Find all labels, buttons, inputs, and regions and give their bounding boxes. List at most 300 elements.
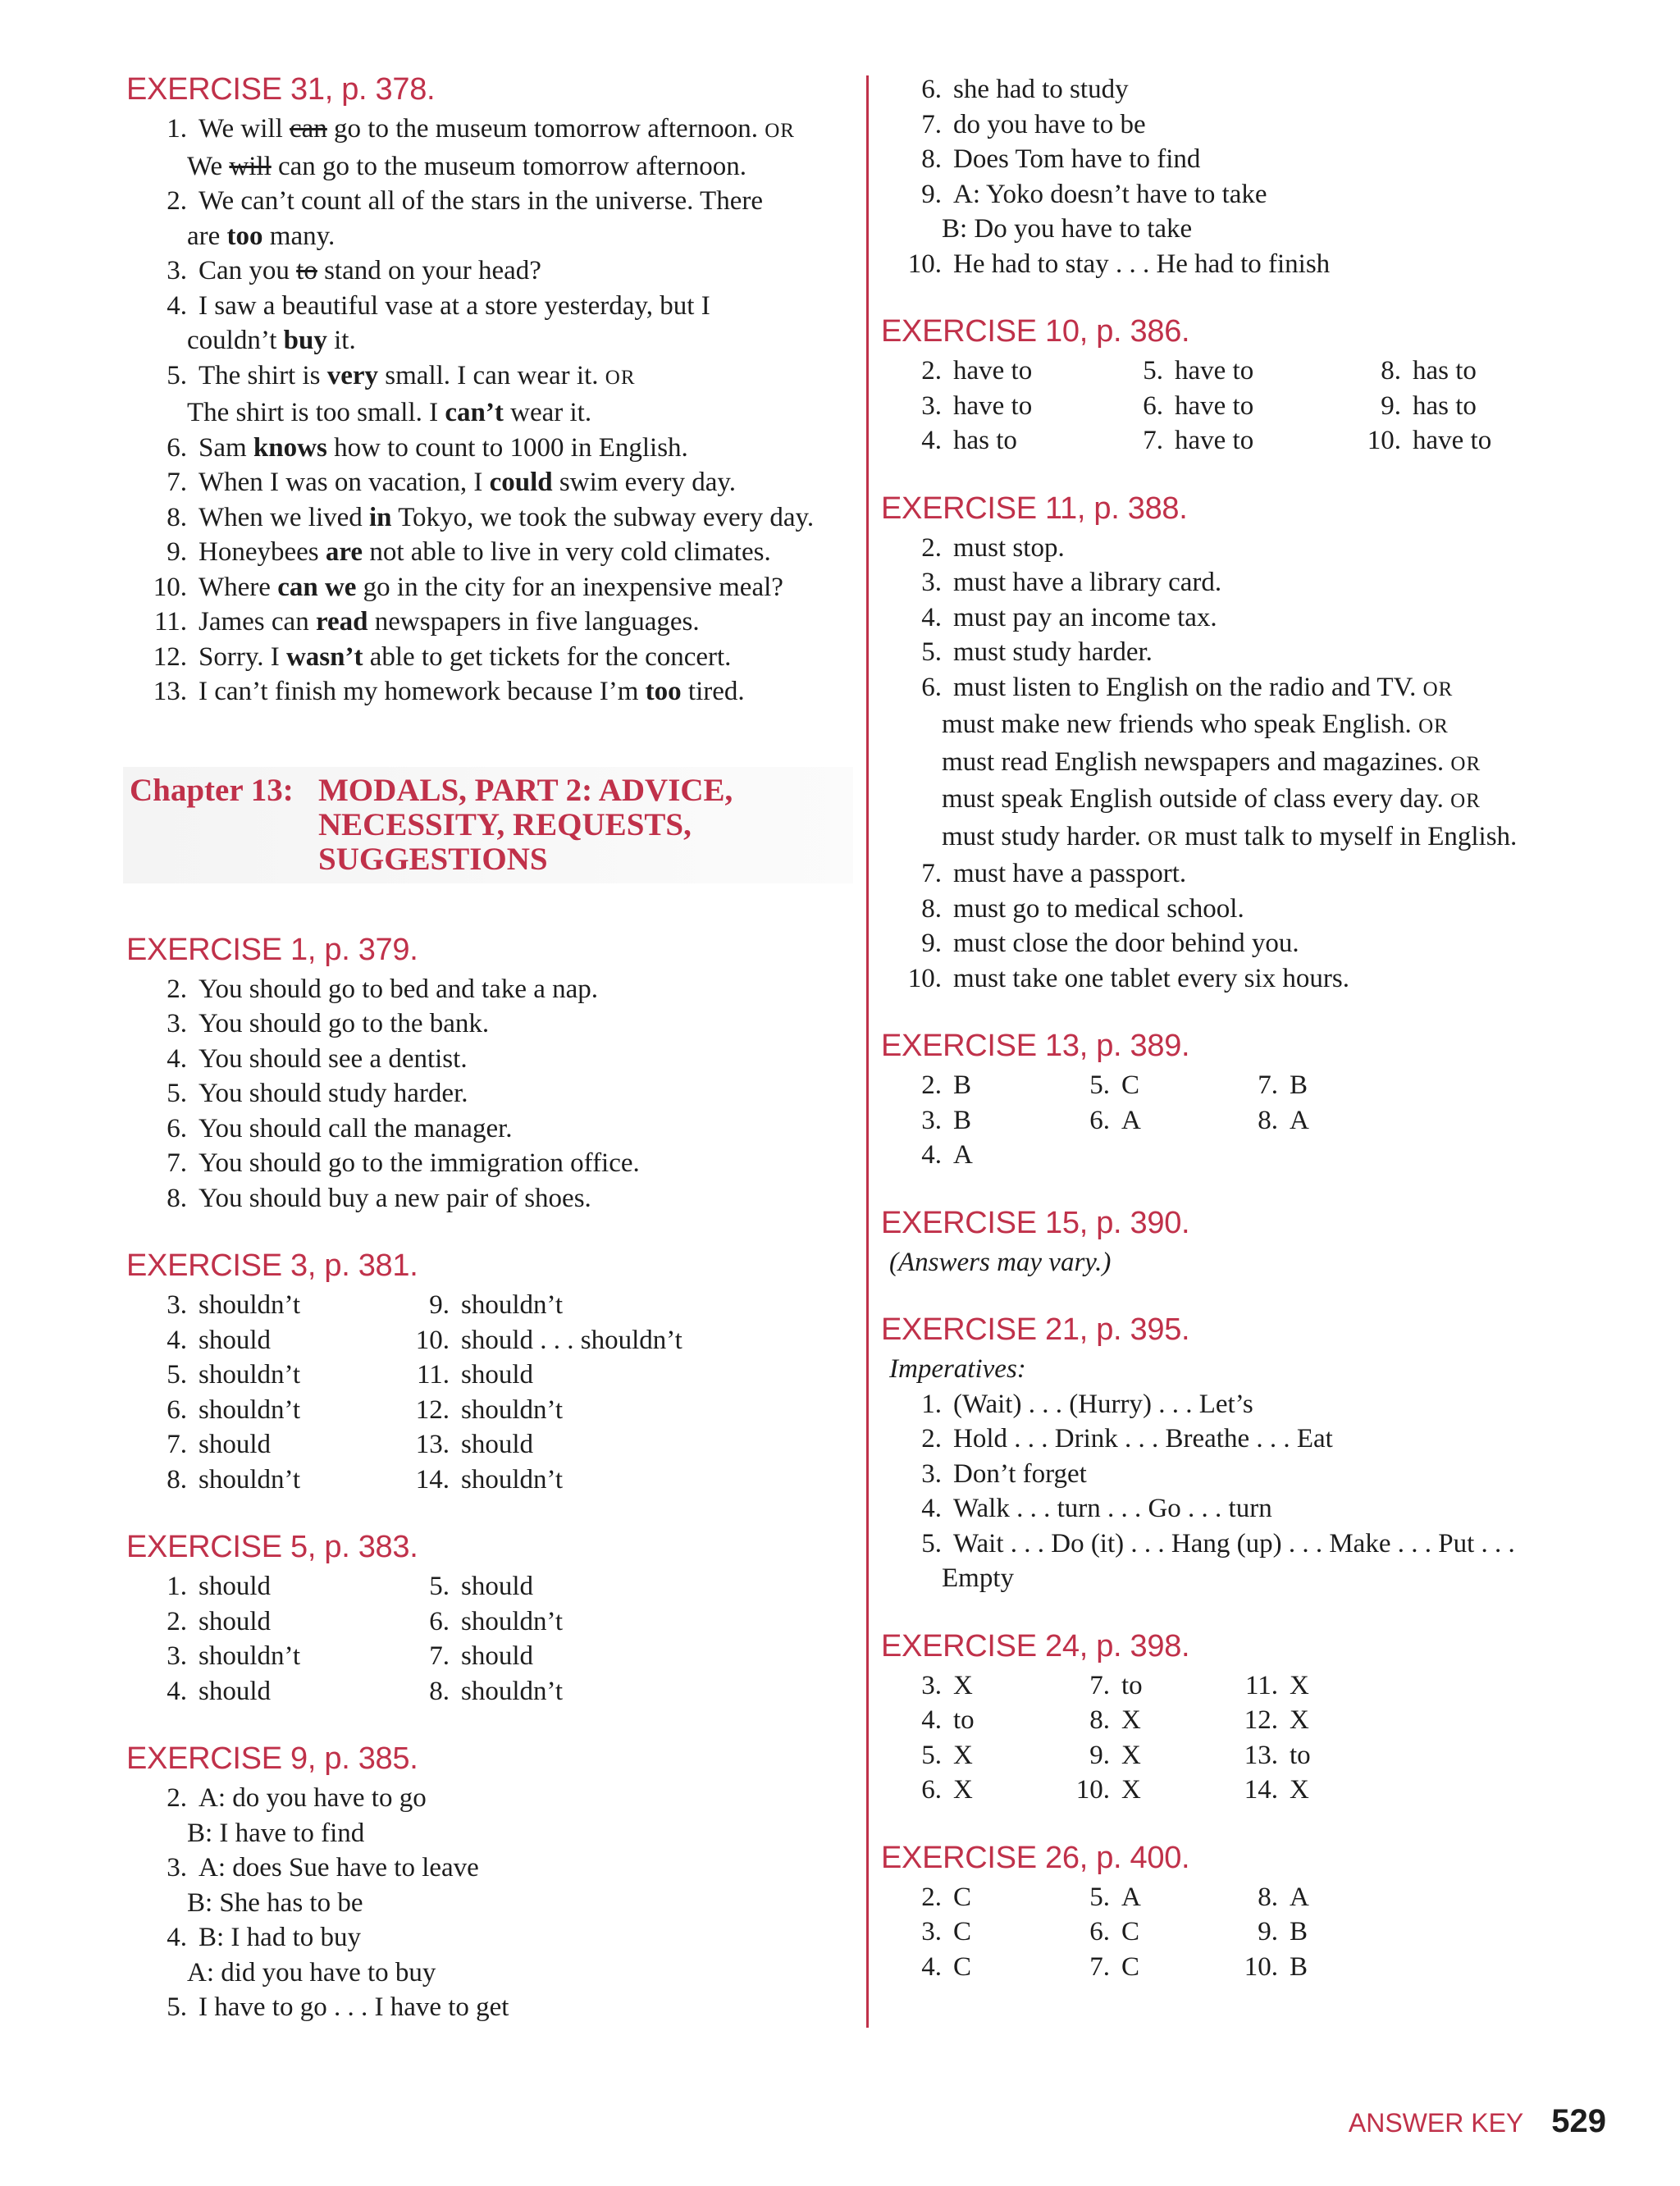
answer-item: [878, 177, 1616, 212]
struck-word: to: [296, 256, 317, 285]
item-text: B: [953, 1105, 972, 1135]
answer-grid: [878, 1068, 1616, 1173]
item-number: 7.: [1089, 1670, 1110, 1700]
item-text: shouldn’t: [199, 1641, 301, 1671]
answer-item: [1214, 1950, 1382, 1985]
answer-item: 4. I saw a beautiful vase at a store yesterday, but I: [167, 290, 710, 321]
item-text: should: [199, 1676, 272, 1706]
item-text: to: [1121, 1670, 1143, 1700]
answer-item: [123, 1569, 386, 1604]
answer-subline: must make new friends who speak English. OR: [942, 710, 1449, 739]
exercise-heading: EXERCISE 26, p. 400.: [881, 1840, 1190, 1875]
item-text: You should go to the bank.: [199, 1009, 490, 1038]
answer-item: [1099, 423, 1337, 459]
answer-item: [386, 1674, 730, 1709]
answer-item: [878, 423, 1099, 459]
item-number: 5.: [1143, 356, 1163, 386]
answer-item: [1214, 1914, 1382, 1950]
answer-item: [1046, 1773, 1214, 1808]
answer-item: [386, 1463, 730, 1498]
item-number: 11.: [416, 1360, 450, 1390]
answer-item: [123, 1604, 386, 1640]
answer-key-label: ANSWER KEY: [1348, 2108, 1524, 2138]
exercise-heading: EXERCISE 10, p. 386.: [881, 314, 1190, 349]
item-number: 8.: [1089, 1705, 1110, 1735]
item-text: to: [1290, 1740, 1311, 1770]
answer-item: [123, 1076, 853, 1111]
item-text: has to: [953, 426, 1017, 455]
item-text: C: [953, 1882, 972, 1912]
item-text: must go to medical school.: [953, 893, 1244, 924]
item-text: C: [1121, 1070, 1140, 1100]
item-text: A: [1290, 1882, 1309, 1912]
answer-item: [878, 1773, 1046, 1808]
answer-item: [1046, 1914, 1214, 1950]
answer-list: [878, 1387, 1616, 1562]
answer-item: 13. I can’t finish my homework because I’m too tired.: [153, 677, 745, 706]
item-text: You should go to bed and take a nap.: [199, 974, 599, 1004]
answer-item: [386, 1288, 730, 1323]
answer-item: 10. Where can we go in the city for an inexpensive meal?: [153, 572, 783, 602]
answer-item: [878, 926, 1616, 961]
exercise-heading: EXERCISE 1, p. 379.: [126, 932, 418, 967]
answer-subline: The shirt is too small. I can’t wear it.: [187, 398, 592, 427]
answer-item: [123, 1146, 853, 1181]
exercise-heading: EXERCISE 21, p. 395.: [881, 1312, 1190, 1347]
exercise-13: [878, 1027, 1616, 1173]
answer-item: 9. Honeybees are not able to live in very cold climates.: [167, 537, 771, 567]
item-number: 7.: [1258, 1070, 1278, 1100]
answer-item: 3. Can you to stand on your head?: [167, 256, 541, 285]
exercise-10: [878, 313, 1616, 459]
answer-item: [123, 1323, 386, 1358]
answer-grid: [878, 354, 1616, 459]
exercise-heading: EXERCISE 31, p. 378.: [126, 72, 436, 107]
item-number: 4.: [167, 1325, 187, 1355]
answer-subline: B: Do you have to take: [942, 214, 1193, 244]
item-number: 9.: [1381, 390, 1401, 421]
item-text: shouldn’t: [461, 1464, 564, 1495]
answer-item: [123, 1181, 853, 1216]
answer-item: [878, 1703, 1046, 1738]
chapter-heading: [123, 767, 853, 883]
item-text: have to: [1175, 390, 1254, 421]
exercise-26: [878, 1839, 1616, 1985]
item-number: 2.: [167, 974, 187, 1004]
answer-item: [123, 1639, 386, 1674]
item-text: X: [1290, 1775, 1309, 1805]
exercise-note: Imperatives:: [889, 1354, 1026, 1384]
item-text: must pay an income tax.: [953, 602, 1217, 632]
item-number: 9.: [1089, 1740, 1110, 1770]
item-number: 5.: [921, 637, 942, 667]
answer-item: 5. The shirt is very small. I can wear it. OR: [167, 360, 636, 390]
item-text: must study harder.: [953, 637, 1153, 667]
item-number: 7.: [429, 1641, 450, 1671]
item-text: have to: [953, 356, 1033, 386]
answer-item: [878, 1068, 1046, 1103]
answer-item: [878, 389, 1099, 424]
item-text: B: [1290, 1070, 1308, 1100]
item-number: 5.: [429, 1572, 450, 1601]
item-number: 6.: [1089, 1105, 1110, 1135]
item-number: 3.: [167, 1641, 187, 1671]
item-number: 5.: [1089, 1070, 1110, 1100]
item-text: X: [953, 1775, 973, 1805]
exercise-3: [123, 1247, 853, 1497]
answer-list: [878, 531, 1616, 670]
item-text: A: [953, 1140, 973, 1170]
answer-item: [123, 1288, 386, 1323]
item-number: 8.: [429, 1676, 450, 1706]
item-text: should: [461, 1430, 534, 1459]
answer-item: [1046, 1738, 1214, 1773]
item-text: should: [461, 1360, 534, 1390]
item-number: 4.: [921, 1494, 942, 1523]
item-text: has to: [1413, 356, 1477, 386]
item-number: 7.: [921, 109, 942, 139]
item-text: have to: [1175, 356, 1254, 386]
answer-item: [1337, 423, 1583, 459]
item-number: 7.: [921, 859, 942, 888]
answer-item: [1214, 1068, 1382, 1103]
item-number: 4.: [921, 1951, 942, 1982]
answer-item: [123, 1358, 386, 1393]
item-text: A: Yoko doesn’t have to take: [953, 179, 1267, 209]
item-number: 11.: [1244, 1670, 1278, 1700]
item-number: 4.: [921, 426, 942, 455]
answer-item: [1214, 1668, 1382, 1704]
item-text: shouldn’t: [461, 1290, 564, 1320]
answer-item: [1337, 389, 1583, 424]
answer-grid: [878, 1668, 1616, 1808]
item-text: You should study harder.: [199, 1079, 468, 1108]
answer-item: 2. We can’t count all of the stars in the universe. There: [167, 186, 763, 216]
item-number: 8.: [167, 1464, 187, 1495]
answer-item: [123, 1427, 386, 1463]
item-text: to: [953, 1705, 975, 1735]
answer-item: [878, 600, 1616, 636]
answer-item: 1. We will can go to the museum tomorrow afternoon. OR: [167, 114, 795, 144]
or-label: OR: [1418, 715, 1449, 737]
item-text: do you have to be: [953, 109, 1146, 139]
exercise-heading: EXERCISE 5, p. 383.: [126, 1530, 418, 1564]
item-text: must stop.: [953, 532, 1065, 563]
item-text: B: [953, 1070, 972, 1100]
item-number: 5.: [167, 1079, 187, 1108]
item-text: must take one tablet every six hours.: [953, 963, 1349, 993]
answer-item: 6. Sam knows how to count to 1000 in English.: [167, 432, 688, 463]
item-number: 6.: [167, 1113, 187, 1143]
answer-item: [1046, 1068, 1214, 1103]
item-number: 8.: [1258, 1105, 1278, 1135]
item-number: 2.: [921, 356, 942, 386]
item-text: You should see a dentist.: [199, 1043, 468, 1074]
answer-item: [1214, 1703, 1382, 1738]
item-text: shouldn’t: [461, 1676, 564, 1706]
exercise-heading: EXERCISE 11, p. 388.: [881, 491, 1188, 526]
answer-item: [386, 1569, 730, 1604]
item-text: You should buy a new pair of shoes.: [199, 1183, 591, 1213]
answer-item: [386, 1393, 730, 1428]
item-number: 8.: [921, 893, 942, 924]
item-number: 8.: [1381, 356, 1401, 386]
item-number: 3.: [921, 1458, 942, 1489]
item-number: 2.: [921, 532, 942, 563]
exercise-21: [878, 1311, 1616, 1596]
exercise-9: [123, 1740, 853, 2025]
struck-word: can: [290, 114, 327, 144]
answer-item: 10. He had to stay . . . He had to finish: [907, 249, 1331, 279]
answer-item: [878, 1914, 1046, 1950]
item-text: have to: [953, 390, 1033, 421]
item-text: C: [953, 1917, 972, 1946]
item-number: 5.: [921, 1528, 942, 1558]
item-number: 4.: [921, 1705, 942, 1735]
item-number: 9.: [921, 929, 942, 958]
item-number: 10.: [1244, 1951, 1278, 1982]
answer-item: [878, 1527, 1616, 1562]
answer-item: [878, 1738, 1046, 1773]
answer-item: [878, 531, 1616, 566]
item-number: 4.: [167, 1043, 187, 1074]
item-number: 1.: [921, 1389, 942, 1419]
item-number: 3.: [921, 390, 942, 421]
item-text: she had to study: [953, 75, 1129, 104]
answer-list: [878, 856, 1616, 996]
item-text: should: [199, 1325, 272, 1355]
item-number: 3.: [921, 1670, 942, 1700]
item-text: shouldn’t: [461, 1394, 564, 1425]
answer-item: [1046, 1103, 1214, 1139]
or-label: OR: [765, 120, 795, 142]
item-number: 7.: [167, 1430, 187, 1459]
answer-item: [1214, 1103, 1382, 1139]
item-text: A: [1290, 1105, 1309, 1135]
answer-item: [1214, 1773, 1382, 1808]
item-number: 14.: [1244, 1775, 1278, 1805]
answer-subline: must study harder. OR must talk to myself in English.: [942, 821, 1518, 851]
or-label: OR: [1148, 827, 1178, 850]
answer-item: [878, 1138, 1046, 1173]
chapter-label: Chapter 13:: [130, 772, 294, 808]
answer-item: [878, 1668, 1046, 1704]
item-number: 10.: [1075, 1775, 1110, 1805]
answer-subline: B: I have to find: [187, 1818, 365, 1848]
item-number: 3.: [167, 1290, 187, 1320]
answer-item: [386, 1323, 730, 1358]
item-number: 4.: [167, 1676, 187, 1706]
item-number: 6.: [921, 75, 942, 104]
answer-item: [1046, 1880, 1214, 1915]
item-number: 2.: [167, 1606, 187, 1636]
exercise-note: (Answers may vary.): [889, 1247, 1112, 1277]
item-number: 12.: [415, 1394, 450, 1425]
item-text: should: [199, 1430, 272, 1459]
item-text: shouldn’t: [199, 1394, 301, 1425]
item-text: should . . . shouldn’t: [461, 1325, 682, 1355]
item-number: 13.: [1244, 1740, 1278, 1770]
answer-item: [123, 1042, 853, 1077]
item-text: A: [1121, 1105, 1141, 1135]
item-number: 8.: [167, 1183, 187, 1213]
answer-item: 3. A: does Sue have to leave: [167, 1853, 479, 1883]
item-text: You should go to the immigration office.: [199, 1148, 640, 1178]
item-number: 14.: [415, 1464, 450, 1495]
answer-item: [1046, 1703, 1214, 1738]
answer-item: [1099, 389, 1337, 424]
exercise-heading: EXERCISE 9, p. 385.: [126, 1741, 418, 1776]
item-number: 4.: [921, 602, 942, 632]
item-number: 10.: [415, 1325, 450, 1355]
answer-item: [878, 107, 1616, 143]
item-number: 7.: [167, 1148, 187, 1178]
item-text: should: [199, 1572, 272, 1601]
item-text: A: [1121, 1882, 1141, 1912]
exercise-heading: EXERCISE 15, p. 390.: [881, 1205, 1190, 1240]
exercise-9-continued: [878, 72, 1616, 281]
answer-subline: are too many.: [187, 221, 336, 251]
answer-item: 11. James can read newspapers in five languages.: [153, 607, 700, 637]
item-text: X: [1121, 1740, 1141, 1770]
answer-list: [878, 72, 1616, 212]
answer-item: [1046, 1950, 1214, 1985]
answer-subline: couldn’t buy it.: [187, 326, 356, 355]
item-text: has to: [1413, 390, 1477, 421]
answer-grid: [123, 1569, 853, 1709]
exercise-5: [123, 1528, 853, 1709]
item-number: 3.: [921, 1917, 942, 1946]
item-number: 2.: [921, 1070, 942, 1100]
or-label: OR: [1450, 790, 1481, 812]
item-text: must close the door behind you.: [953, 929, 1299, 958]
item-number: 12.: [1244, 1705, 1278, 1735]
item-number: 4.: [921, 1140, 942, 1170]
or-label: OR: [1450, 752, 1481, 775]
answer-subline: Empty: [942, 1563, 1014, 1593]
item-text: have to: [1175, 426, 1254, 455]
answer-item: 5. I have to go . . . I have to get: [167, 1992, 509, 2022]
item-number: 5.: [1089, 1882, 1110, 1912]
answer-item: [123, 1674, 386, 1709]
item-text: X: [1290, 1705, 1309, 1735]
item-text: must have a library card.: [953, 568, 1222, 597]
exercise-heading: EXERCISE 24, p. 398.: [881, 1628, 1190, 1663]
answer-item: [386, 1358, 730, 1393]
item-number: 7.: [1089, 1951, 1110, 1982]
exercise-11: [878, 490, 1616, 997]
answer-item: [878, 1103, 1046, 1139]
answer-item: 7. When I was on vacation, I could swim every day.: [167, 468, 736, 497]
page-number: 529: [1551, 2103, 1606, 2139]
answer-item: [878, 1457, 1616, 1492]
item-number: 9.: [429, 1290, 450, 1320]
item-text: B: [1290, 1917, 1308, 1946]
exercise-heading: EXERCISE 13, p. 389.: [881, 1029, 1190, 1063]
item-number: 9.: [921, 179, 942, 209]
answer-item: [1046, 1668, 1214, 1704]
answer-subline: must speak English outside of class every day. OR: [942, 784, 1481, 814]
column-divider: [866, 75, 869, 2028]
or-label: OR: [1422, 678, 1454, 701]
answer-item: [878, 961, 1616, 997]
answer-item: [878, 1422, 1616, 1457]
item-number: 3.: [921, 1105, 942, 1135]
item-text: should: [199, 1606, 272, 1636]
answer-subline: A: did you have to buy: [187, 1957, 436, 1987]
answer-item: 6. must listen to English on the radio and TV. OR: [921, 672, 1454, 702]
chapter-title: MODALS, PART 2: ADVICE, NECESSITY, REQUESTS, SUGGESTIONS: [318, 772, 733, 877]
item-text: Does Tom have to find: [953, 144, 1201, 174]
item-text: X: [953, 1740, 973, 1770]
answer-item: [123, 972, 853, 1007]
answer-item: [123, 1111, 853, 1147]
item-text: X: [953, 1670, 973, 1700]
item-number: 5.: [921, 1740, 942, 1770]
answer-item: 8. When we lived in Tokyo, we took the subway every day.: [167, 502, 815, 532]
item-number: 7.: [1143, 426, 1163, 455]
item-text: C: [1121, 1917, 1140, 1946]
answer-item: 12. Sorry. I wasn’t able to get tickets for the concert.: [153, 641, 732, 672]
answer-item: [1337, 354, 1583, 389]
answer-item: [878, 892, 1616, 927]
answer-grid: [878, 1880, 1616, 1985]
item-text: Wait . . . Do (it) . . . Hang (up) . . . Make . . . Put . . .: [953, 1528, 1515, 1558]
item-text: have to: [1413, 426, 1492, 455]
item-text: shouldn’t: [199, 1290, 301, 1320]
answer-subline: We will can go to the museum tomorrow afternoon.: [187, 151, 746, 181]
item-number: 3.: [921, 568, 942, 597]
item-number: 8.: [1258, 1882, 1278, 1912]
answer-item: [878, 72, 1616, 107]
item-number: 6.: [1089, 1917, 1110, 1946]
answer-item: 4. B: I had to buy: [167, 1923, 361, 1952]
answer-item: [878, 142, 1616, 177]
item-text: (Wait) . . . (Hurry) . . . Let’s: [953, 1389, 1253, 1419]
answer-item: [123, 1393, 386, 1428]
item-number: 6.: [921, 1775, 942, 1805]
item-text: X: [1121, 1705, 1141, 1735]
left-column: [123, 71, 853, 2056]
answer-subline: must read English newspapers and magazines. OR: [942, 746, 1481, 777]
item-number: 6.: [167, 1394, 187, 1425]
answer-grid: [123, 1288, 853, 1497]
answer-item: [878, 1387, 1616, 1422]
item-text: Hold . . . Drink . . . Breathe . . . Eat: [953, 1424, 1333, 1454]
item-number: 9.: [1258, 1917, 1278, 1946]
answer-item: [878, 565, 1616, 600]
or-label: OR: [605, 366, 636, 389]
answer-item: [878, 1950, 1046, 1985]
answer-item: 2. A: do you have to go: [167, 1783, 427, 1813]
item-number: 8.: [921, 144, 942, 174]
item-text: Don’t forget: [953, 1458, 1087, 1489]
item-text: shouldn’t: [461, 1606, 564, 1636]
answer-item: [1099, 354, 1337, 389]
item-number: 1.: [167, 1572, 187, 1601]
answer-item: [878, 856, 1616, 892]
exercise-31: [123, 71, 853, 710]
item-text: shouldn’t: [199, 1360, 301, 1390]
answer-item: [878, 635, 1616, 670]
answer-item: [123, 1006, 853, 1042]
answer-item: [123, 1463, 386, 1498]
answer-item: [386, 1427, 730, 1463]
exercise-1: [123, 931, 853, 1216]
answer-item: [386, 1639, 730, 1674]
item-number: 2.: [921, 1424, 942, 1454]
answer-item: [878, 354, 1099, 389]
